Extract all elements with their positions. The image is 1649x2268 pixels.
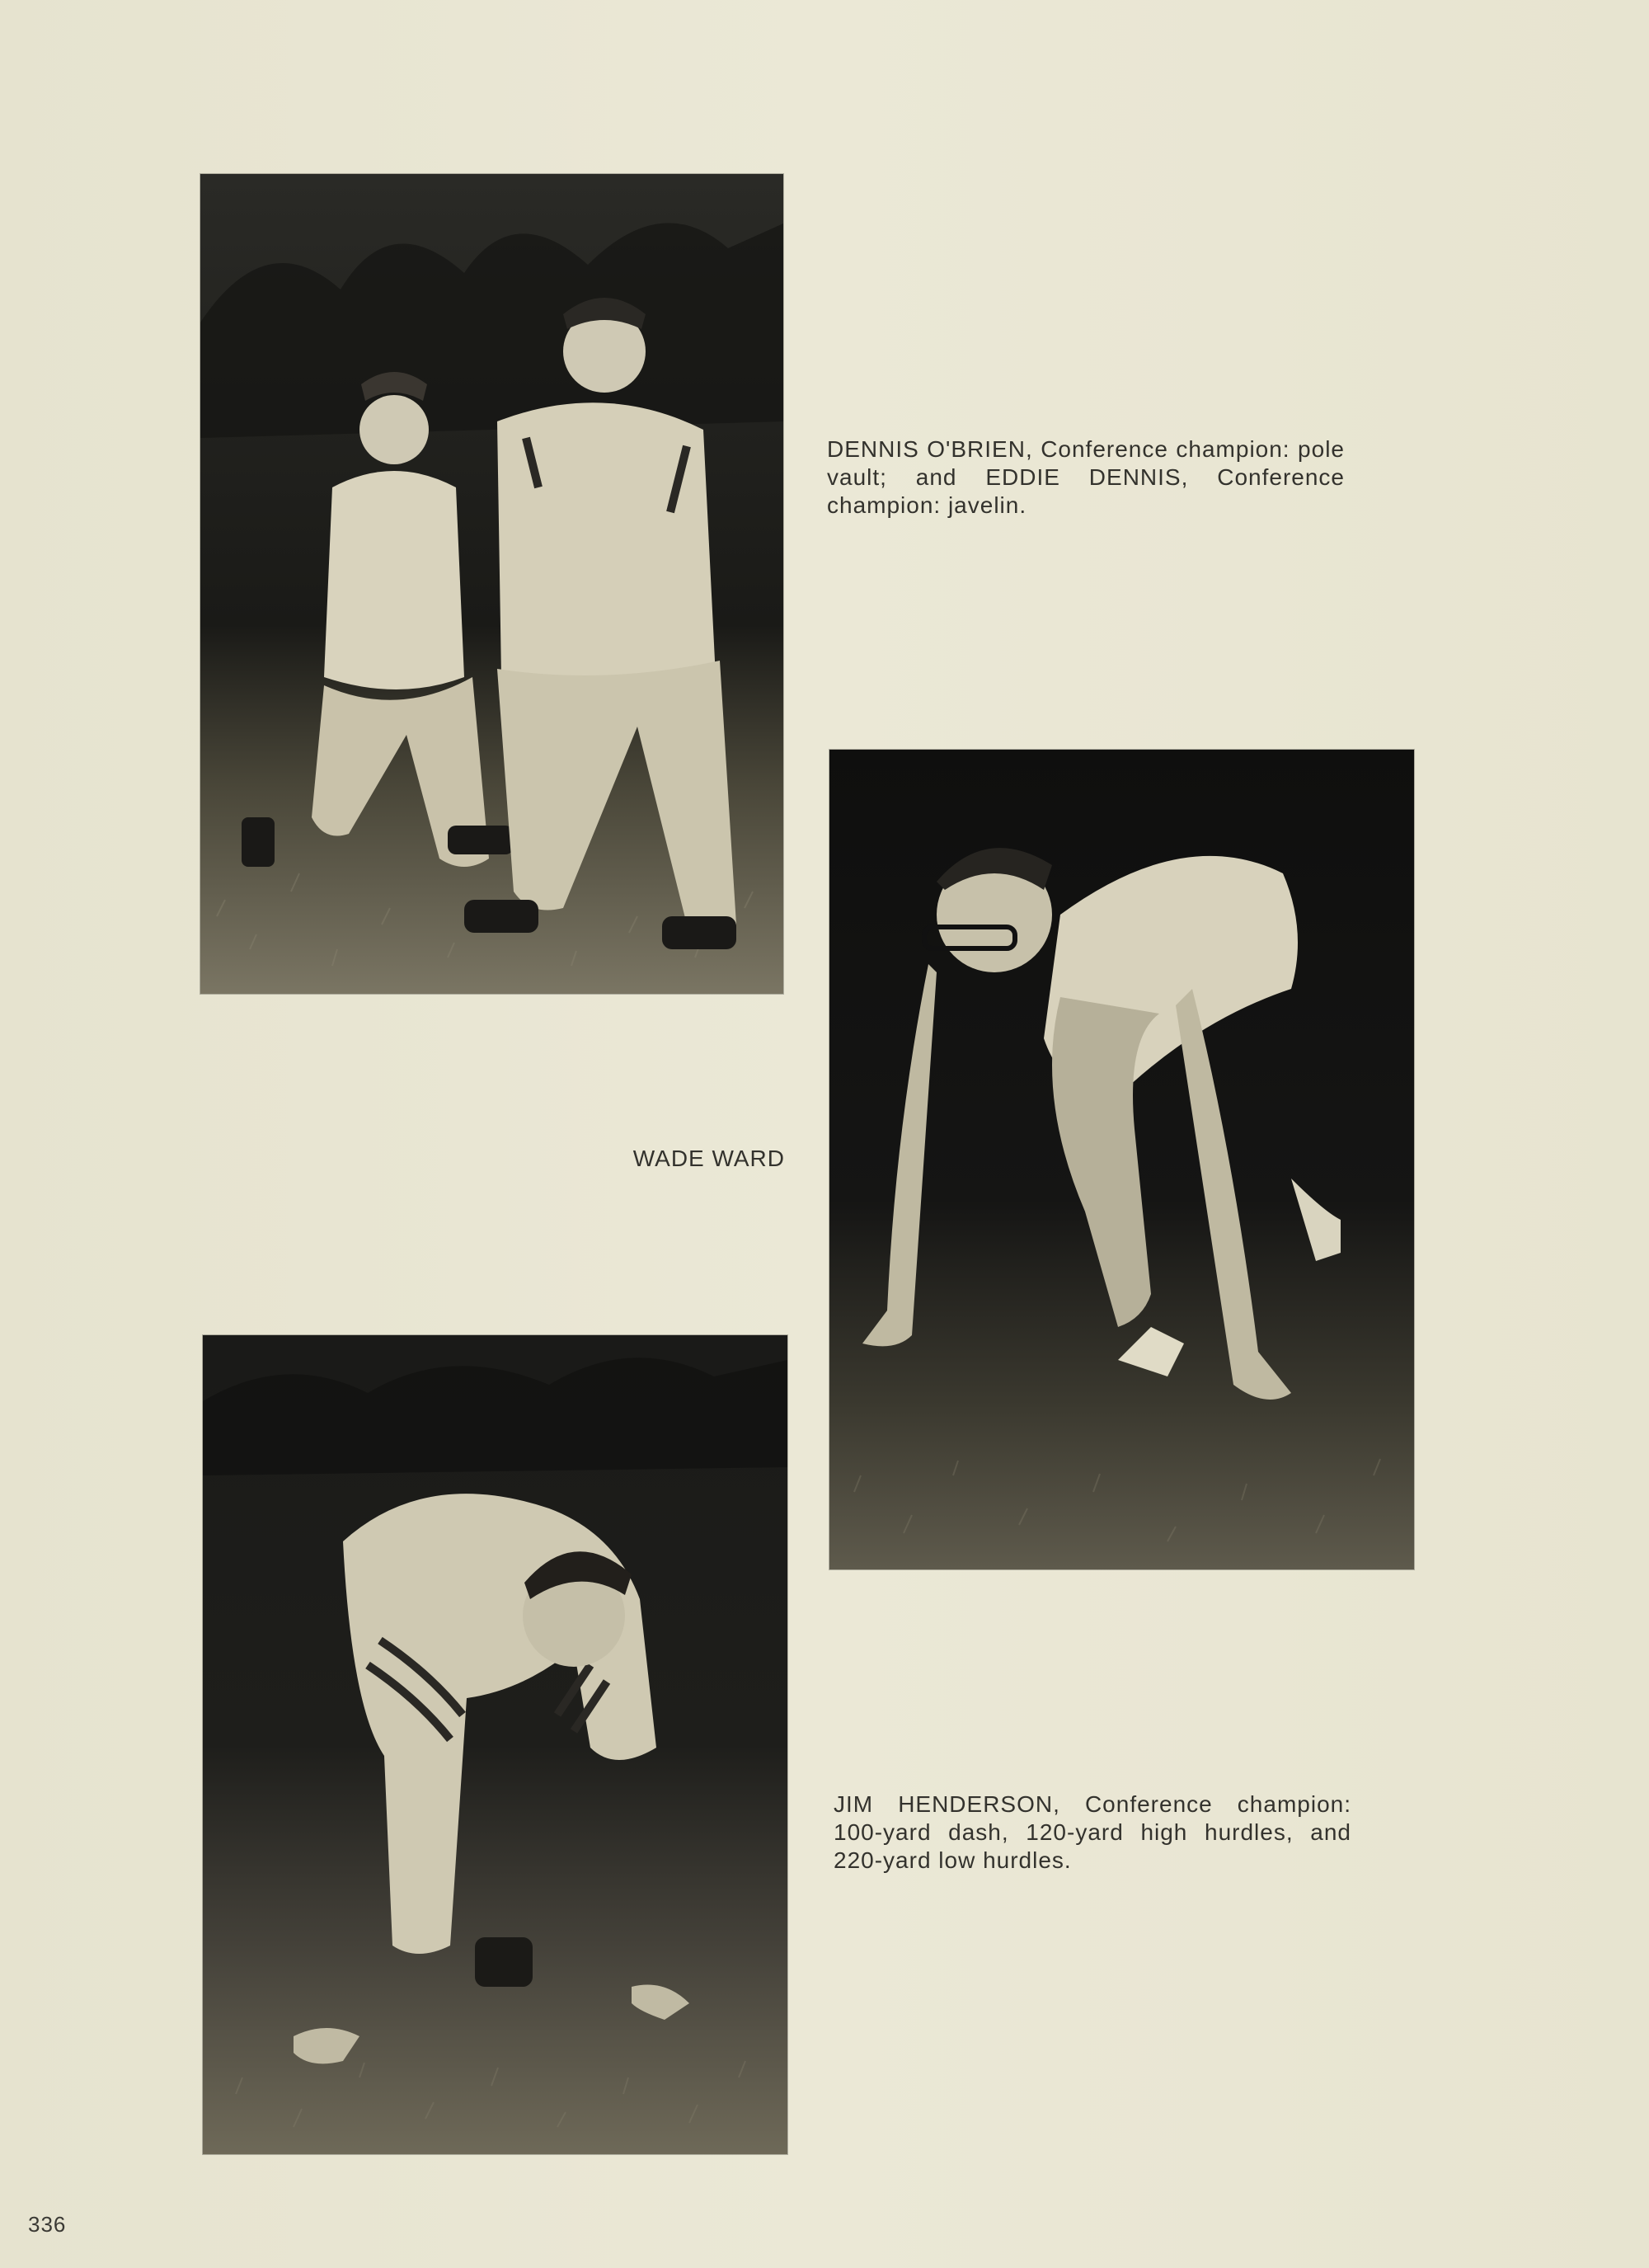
photo-obrien-and-dennis (200, 174, 783, 994)
caption-wade-ward: WADE WARD (632, 1146, 785, 1171)
caption-obrien-dennis: DENNIS O'BRIEN, Conference champion: pole vault; and EDDIE DENNIS, Conference champion: javelin. (827, 436, 1345, 518)
caption-jim-henderson: JIM HENDERSON, Conference champion: 100-yard dash, 120-yard high hurdles, and 220-yard low hurdles. (834, 1791, 1351, 1873)
photo-wade-ward (829, 750, 1414, 1569)
photo-jim-henderson (203, 1335, 787, 2154)
page-number: 336 (28, 2212, 67, 2237)
